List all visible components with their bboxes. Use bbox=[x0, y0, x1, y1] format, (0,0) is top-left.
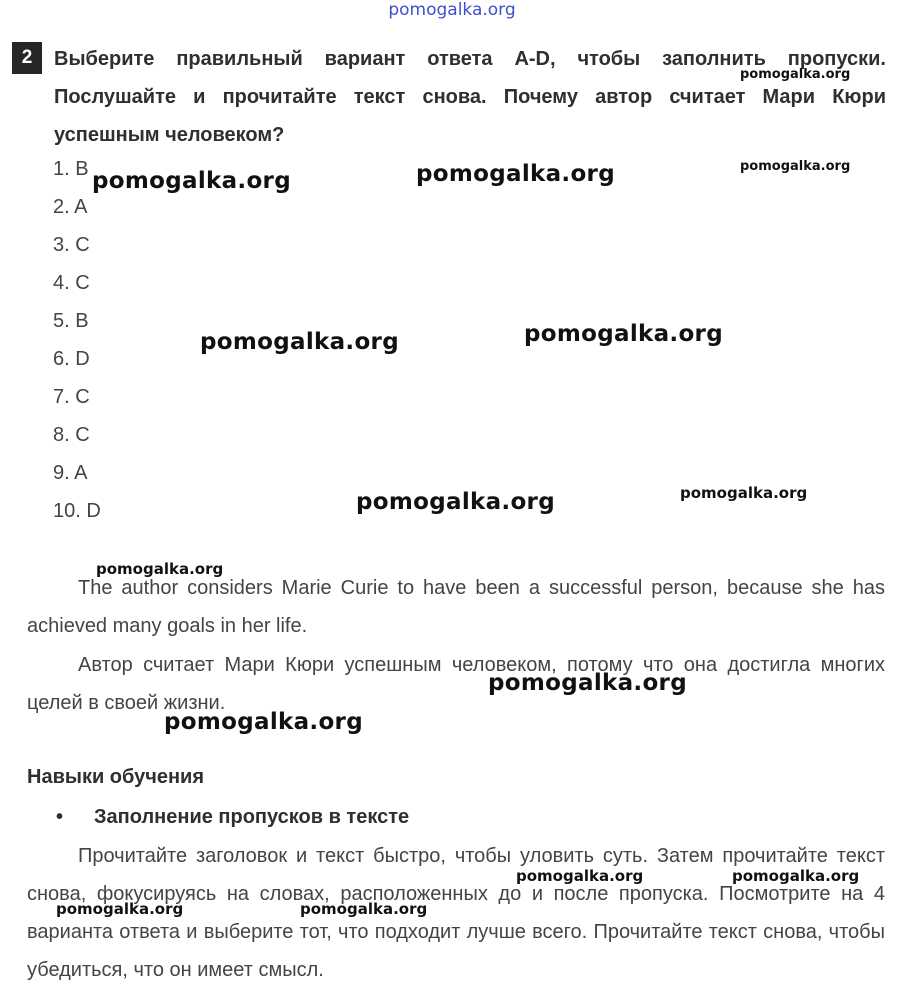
watermark: pomogalka.org bbox=[516, 867, 644, 885]
skills-bullet bbox=[56, 800, 409, 834]
watermark: pomogalka.org bbox=[524, 321, 723, 347]
watermark: pomogalka.org bbox=[680, 484, 808, 502]
watermark: pomogalka.org bbox=[96, 560, 224, 578]
answer-item: 6. D bbox=[53, 348, 90, 370]
watermark: pomogalka.org bbox=[488, 670, 687, 696]
answer-item: 10. D bbox=[53, 500, 101, 522]
watermark: pomogalka.org bbox=[164, 709, 363, 735]
skills-text: Прочитайте заголовок и текст быстро, чтобы уловить суть. Затем прочитайте текст снова, фокусируясь на словах, расположенных до и после пропуска. Посмотрите на 4 варианта ответа и выберите тот, что подходит лучше всего. Прочитайте текст снова, чтобы убедиться, что он имеет смысл. bbox=[27, 845, 885, 981]
bullet-icon: • bbox=[56, 806, 64, 828]
answer-item: 4. C bbox=[53, 272, 90, 294]
watermark: pomogalka.org bbox=[732, 867, 860, 885]
watermark: pomogalka.org bbox=[356, 489, 555, 515]
explanation-russian: Автор считает Мари Кюри успешным человеком, потому что она достигла многих целей в своей жизни. bbox=[27, 654, 885, 714]
answer-item: 3. C bbox=[53, 234, 90, 256]
watermark: pomogalka.org bbox=[92, 168, 291, 194]
explanation-english: The author considers Marie Curie to have been a successful person, because she has achieved many goals in her life. bbox=[27, 577, 885, 637]
watermark: pomogalka.org bbox=[740, 159, 851, 174]
watermark: pomogalka.org bbox=[200, 329, 399, 355]
answer-list bbox=[53, 150, 101, 530]
watermark: pomogalka.org bbox=[56, 900, 184, 918]
task-number-badge: 2 bbox=[12, 42, 42, 74]
watermark: pomogalka.org bbox=[300, 900, 428, 918]
watermark: pomogalka.org bbox=[740, 67, 851, 82]
skills-bullet-label: Заполнение пропусков в тексте bbox=[94, 806, 410, 828]
task-instruction: Выберите правильный вариант ответа A-D, чтобы заполнить пропуски. Послушайте и прочитайте текст снова. Почему автор считает Мари Кюри успешным человеком? bbox=[54, 48, 886, 146]
answer-item: 1. B bbox=[53, 158, 89, 180]
site-header-watermark: pomogalka.org bbox=[388, 0, 516, 20]
answer-item: 2. A bbox=[53, 196, 88, 218]
answer-item: 9. A bbox=[53, 462, 88, 484]
skills-heading: Навыки обучения bbox=[27, 766, 205, 788]
answer-item: 8. C bbox=[53, 424, 90, 446]
answer-item: 5. B bbox=[53, 310, 89, 332]
watermark: pomogalka.org bbox=[416, 161, 615, 187]
answer-item: 7. C bbox=[53, 386, 90, 408]
